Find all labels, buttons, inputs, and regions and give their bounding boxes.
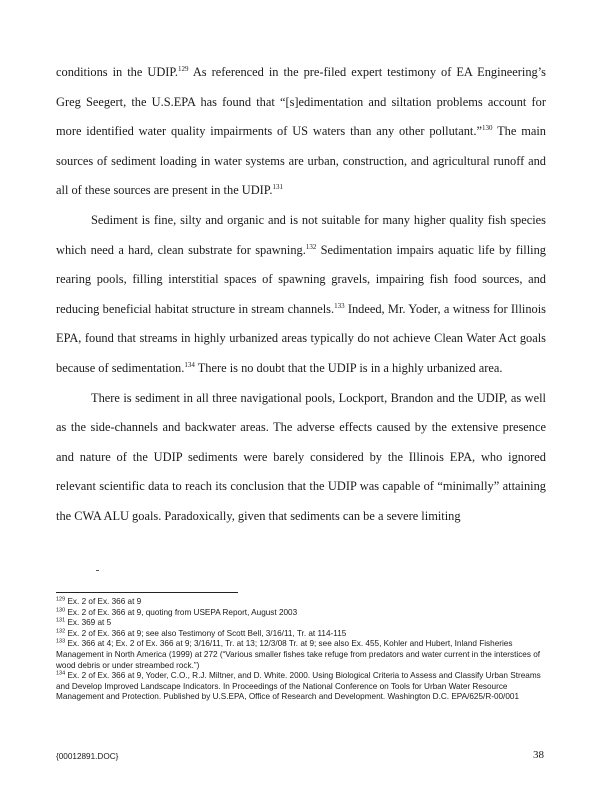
- footnote-text: Ex. 366 at 4; Ex. 2 of Ex. 366 at 9; 3/16/11, Tr. at 13; 12/3/08 Tr. at 9; see also Ex. 455, Kohler and Hubert, Inland Fisheries Management in North America (1999) at 272 (“Various smaller fishes take refuge from predators and water current in the interstices of wood debris or under streambed rock.”): [56, 639, 541, 670]
- footnote: [56, 618, 548, 629]
- paragraph-text: Sedimentation impairs aquatic life by filling rearing pools, filling interstitial spaces of spawning gravels, impairing fish food sources, and reducing beneficial habitat structure in stream channels.: [56, 242, 546, 316]
- footnote-reference: 133: [334, 301, 345, 310]
- footnote-reference: 134: [184, 360, 195, 369]
- footnote-number: 133: [56, 638, 66, 645]
- footnote: [56, 671, 548, 703]
- footnote-number: 132: [56, 628, 66, 635]
- paragraph-text: Sediment is fine, silty and organic and is not suitable for many higher quality fish species which need a hard, clean substrate for spawning.: [56, 212, 546, 257]
- footnotes: [56, 597, 548, 703]
- footnote-text: Ex. 2 of Ex. 366 at 9, quoting from USEPA Report, August 2003: [67, 607, 298, 617]
- stray-mark: [96, 570, 99, 571]
- footnote: [56, 629, 548, 640]
- footnote-number: 131: [56, 617, 66, 624]
- footnote-reference: 129: [178, 64, 189, 73]
- paragraph-text: conditions in the UDIP.: [56, 65, 179, 79]
- body-text: [56, 58, 546, 532]
- paragraph-text: The main sources of sediment loading in water systems are urban, construction, and agricultural runoff and all of these sources are present in the UDIP.: [56, 124, 546, 198]
- footnote-reference: 132: [305, 242, 317, 251]
- body-paragraph: [56, 206, 546, 384]
- footnote: [56, 608, 548, 619]
- footnote-text: Ex. 2 of Ex. 366 at 9: [67, 597, 142, 606]
- page-number: 38: [533, 749, 544, 761]
- footnote-number: 129: [56, 596, 66, 603]
- footnote-separator: [56, 592, 238, 593]
- footnote-reference: 130: [481, 124, 493, 133]
- footnote-text: Ex. 2 of Ex. 366 at 9; see also Testimony of Scott Bell, 3/16/11, Tr. at 114-115: [67, 628, 347, 638]
- footnote-text: Ex. 369 at 5: [67, 618, 112, 628]
- footnote-text: Ex. 2 of Ex. 366 at 9, Yoder, C.O., R.J. Miltner, and D. White. 2000. Using Biological Criteria to Assess and Classify Urban Streams and Develop Improved Landscape Indicators. In Proceedings of the National Conference on Tools for Urban Water Resource Management and Protection. Published by U.S.EPA, Office of Research and Development. Washington D.C. EPA/625/R-00/001: [56, 671, 541, 702]
- footnote: [56, 639, 548, 671]
- footnote-number: 130: [56, 606, 66, 613]
- document-id: {00012891.DOC}: [56, 752, 119, 761]
- body-paragraph: [56, 58, 546, 206]
- footnote-number: 134: [56, 670, 66, 677]
- footnote-reference: 131: [272, 183, 283, 192]
- paragraph-text: There is no doubt that the UDIP is in a highly urbanized area.: [194, 360, 503, 375]
- paragraph-text: As referenced in the pre-filed expert testimony of EA Engineering’s Greg Seegert, the U.S.EPA has found that “[s]edimentation and siltation problems account for more identified water quality impairments of US waters than any other pollutant.”: [56, 65, 546, 139]
- paragraph-text: There is sediment in all three navigational pools, Lockport, Brandon and the UDIP, as well as the side-channels and backwater areas. The adverse effects caused by the extensive presence and nature of the UDIP sediments were barely considered by the Illinois EPA, who ignored relevant scientific data to reach its conclusion that the UDIP was capable of “minimally” attaining the CWA ALU goals. Paradoxically, given that sediments can be a severe limiting: [56, 390, 546, 523]
- body-paragraph: [56, 384, 546, 532]
- footnote: [56, 597, 548, 608]
- paragraph-text: Indeed, Mr. Yoder, a witness for Illinois EPA, found that streams in highly urbanized areas typically do not achieve Clean Water Act goals because of sedimentation.: [56, 301, 546, 375]
